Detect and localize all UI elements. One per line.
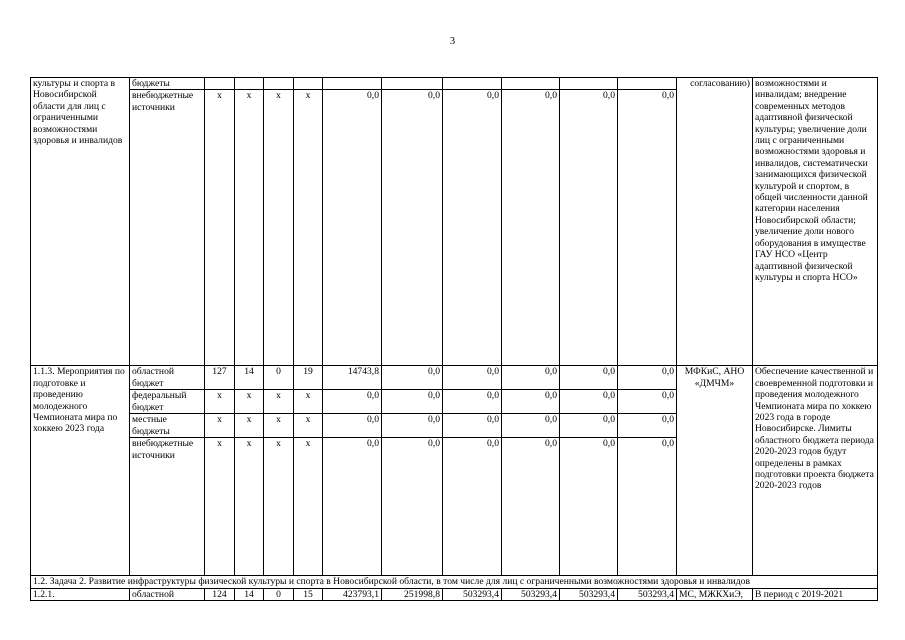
event-name-text: 1.2.1. (33, 588, 55, 600)
table-cell: x (205, 390, 235, 414)
table-cell: x (264, 390, 294, 414)
funding-source-cell: внебюджетные источники (130, 438, 205, 576)
table-cell: 0,0 (618, 414, 677, 438)
executor-cell (677, 588, 753, 600)
table-cell: 0,0 (382, 414, 443, 438)
event-name-cell: 1.1.3. Мероприятия по подготовке и проведению молодежного Чемпионата мира по хоккею 2023 года (31, 366, 130, 576)
table-cell: 0,0 (618, 390, 677, 414)
table-cell: 423793,1 (323, 588, 382, 600)
table-cell (205, 78, 235, 90)
table-cell (560, 78, 618, 90)
table-cell (323, 78, 382, 90)
table-cell: x (235, 90, 264, 366)
table-cell: x (294, 90, 323, 366)
table-cell: 0,0 (382, 90, 443, 366)
table-cell: 0,0 (323, 438, 382, 576)
table-row (31, 588, 878, 600)
table-cell: 0,0 (502, 414, 560, 438)
table-row (31, 78, 878, 90)
table-cell: 127 (205, 366, 235, 390)
table-cell: 0,0 (618, 366, 677, 390)
executor-cell: МФКиС, АНО «ДМЧМ» (677, 366, 753, 576)
result-cell (753, 588, 878, 600)
table-cell (502, 78, 560, 90)
table-cell: 15 (294, 588, 323, 600)
table-cell: x (264, 90, 294, 366)
table-cell: 0,0 (443, 414, 502, 438)
table-cell: 251998,8 (382, 588, 443, 600)
table-cell: 0 (264, 366, 294, 390)
event-name-cell: культуры и спорта в Новосибирской области для лиц с ограниченными возможностями здоровья и инвалидов (31, 78, 130, 366)
page-number: 3 (449, 36, 456, 47)
table-cell: 0,0 (560, 390, 618, 414)
funding-source-cell: бюджеты (130, 78, 205, 90)
table-cell: 0,0 (560, 438, 618, 576)
table-cell: 0,0 (618, 90, 677, 366)
result-text: В период с 2019-2021 (755, 588, 844, 600)
table-cell: 503293,4 (443, 588, 502, 600)
table-cell (235, 78, 264, 90)
program-table (30, 77, 878, 601)
table-cell: x (235, 390, 264, 414)
table-cell (294, 78, 323, 90)
table-row (31, 576, 878, 588)
funding-source-cell: местные бюджеты (130, 414, 205, 438)
table-cell: 0,0 (443, 390, 502, 414)
table-cell: x (264, 438, 294, 576)
table-cell: 0,0 (323, 390, 382, 414)
table-cell: x (294, 438, 323, 576)
table-cell: 0,0 (502, 390, 560, 414)
table-cell: x (205, 438, 235, 576)
funding-source-cell: внебюджетные источники (130, 90, 205, 366)
table-cell: 0,0 (443, 366, 502, 390)
task-heading: 1.2. Задача 2. Развитие инфраструктуры физической культуры и спорта в Новосибирской области, в том числе для лиц с ограниченными возможностями здоровья и инвалидов (31, 576, 878, 588)
table-cell (264, 78, 294, 90)
result-cell: возможностями и инвалидам; внедрение современных методов адаптивной физической культуры; увеличение доли лиц с ограниченными возможностями здоровья и инвалидов, систематически занимающихся физической культурой и спортом, в общей численности данной категории населения Новосибирской области; увеличение доли нового оборудования в имуществе ГАУ НСО «Центр адаптивной физической культуры и спорта НСО» (753, 78, 878, 366)
result-cell: Обеспечение качественной и своевременной подготовки и проведения молодежного Чемпионата мира по хоккею 2023 года в городе Новосибирске. Лимиты областного бюджета периода 2020-2023 годов будут определены в рамках подготовки проекта бюджета 2020-2023 годов (753, 366, 878, 576)
table-cell: 503293,4 (560, 588, 618, 600)
table-cell: 503293,4 (618, 588, 677, 600)
table-cell: 0,0 (382, 366, 443, 390)
table-cell: 503293,4 (502, 588, 560, 600)
table-cell: 0,0 (323, 90, 382, 366)
table-cell: x (264, 414, 294, 438)
executor-cell: согласованию) (677, 78, 753, 366)
table-cell: 0,0 (618, 438, 677, 576)
table-cell (382, 78, 443, 90)
table-cell (443, 78, 502, 90)
funding-source-cell: областной бюджет (130, 366, 205, 390)
table-cell: 14 (235, 588, 264, 600)
table-cell: 0,0 (560, 366, 618, 390)
table-cell: 0,0 (382, 438, 443, 576)
table-cell: 19 (294, 366, 323, 390)
table-cell: 14 (235, 366, 264, 390)
table-cell: 14743,8 (323, 366, 382, 390)
table-cell: 0,0 (560, 90, 618, 366)
table-cell: x (235, 438, 264, 576)
table-cell: 0,0 (502, 366, 560, 390)
table-cell: 0,0 (443, 90, 502, 366)
table-cell: 0,0 (502, 90, 560, 366)
funding-source-cell: федеральный бюджет (130, 390, 205, 414)
table-cell: 0,0 (502, 438, 560, 576)
table-cell: x (205, 414, 235, 438)
table-cell: x (205, 90, 235, 366)
table-cell (618, 78, 677, 90)
funding-source-cell (130, 588, 205, 600)
executor-text: МС, МЖКХиЭ, (679, 588, 744, 600)
event-name-cell (31, 588, 130, 600)
table-cell: 0,0 (382, 390, 443, 414)
funding-source-text: областной (132, 588, 175, 600)
table-cell: 0,0 (323, 414, 382, 438)
table-cell: 124 (205, 588, 235, 600)
table-cell: 0,0 (443, 438, 502, 576)
table-cell: x (294, 390, 323, 414)
table-cell: 0 (264, 588, 294, 600)
table-cell: 0,0 (560, 414, 618, 438)
table-cell: x (294, 414, 323, 438)
table-cell: x (235, 414, 264, 438)
table-row (31, 366, 878, 390)
